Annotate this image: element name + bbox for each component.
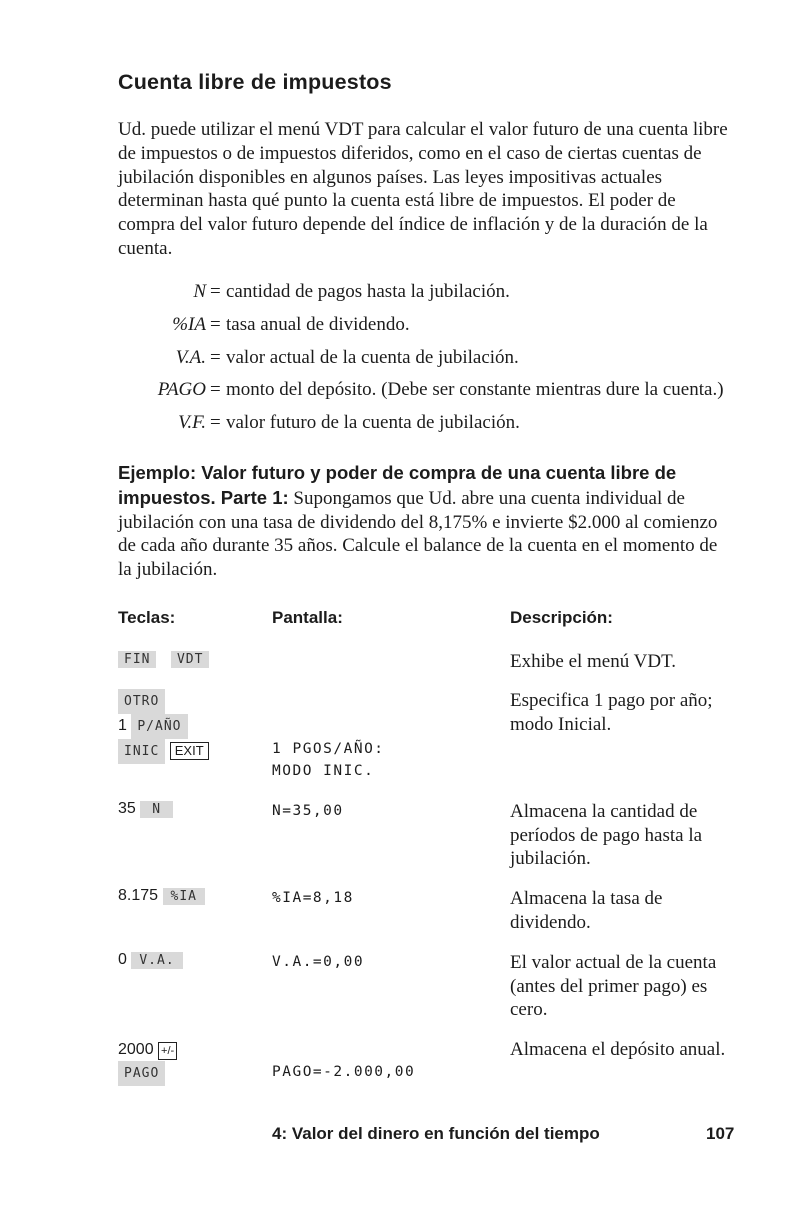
p-ano-softkey[interactable]: P/AÑO bbox=[131, 714, 187, 739]
inic-softkey[interactable]: INIC bbox=[118, 739, 165, 764]
definition-text: monto del depósito. (Debe ser constante mientras dure la cuenta.) bbox=[226, 379, 724, 401]
display-row-2 bbox=[272, 738, 385, 782]
description-row-4: Almacena la tasa de dividendo. bbox=[510, 888, 663, 933]
keys-row-5 bbox=[118, 951, 183, 969]
vdt-softkey[interactable]: VDT bbox=[171, 651, 209, 668]
keystroke-number: 35 bbox=[118, 800, 136, 817]
keystroke-number: 0 bbox=[118, 951, 127, 968]
keys-row-6 bbox=[118, 1038, 177, 1086]
keys-row-2 bbox=[118, 689, 209, 764]
definition-eq: = bbox=[210, 412, 221, 434]
example-body: Supongamos que Ud. abre una cuenta individual de jubilación con una tasa de dividendo del 8,175% e invierte $2.000 al comienzo de cada año durante 35 años. Calcule el balance de la cuenta en el momento de la jubilación. bbox=[118, 487, 718, 581]
page-number: 107 bbox=[706, 1124, 735, 1143]
description-row-6: Almacena el depósito anual. bbox=[510, 1039, 726, 1060]
description-row-5: El valor actual de la cuenta (antes del primer pago) es cero. bbox=[510, 952, 717, 1021]
definition-vf bbox=[118, 411, 738, 435]
keys-row-1 bbox=[118, 650, 209, 668]
variable-definitions bbox=[118, 280, 738, 444]
exit-key[interactable]: EXIT bbox=[170, 742, 209, 760]
definition-va bbox=[118, 346, 738, 370]
fin-softkey[interactable]: FIN bbox=[118, 651, 156, 668]
definition-text: valor actual de la cuenta de jubilación. bbox=[226, 346, 519, 368]
definition-eq: = bbox=[210, 379, 221, 401]
definition-text: valor futuro de la cuenta de jubilación. bbox=[226, 412, 520, 434]
description-row-1: Exhibe el menú VDT. bbox=[510, 651, 677, 672]
definition-eq: = bbox=[210, 346, 221, 368]
definition-pago bbox=[118, 378, 738, 402]
display-row-3: N=35,00 bbox=[272, 803, 344, 819]
keys-row-4 bbox=[118, 887, 205, 905]
pago-softkey[interactable]: PAGO bbox=[118, 1061, 165, 1086]
definition-var: V.F. bbox=[178, 412, 206, 434]
header-description: Descripción: bbox=[510, 608, 613, 627]
va-softkey[interactable]: V.A. bbox=[131, 952, 182, 969]
display-row-5: V.A.=0,00 bbox=[272, 954, 365, 970]
chapter-footer: 4: Valor del dinero en función del tiempo bbox=[272, 1124, 600, 1143]
example-lead: Ejemplo: Valor futuro y poder de compra de una cuenta libre de impuestos. Parte 1: bbox=[118, 462, 677, 508]
description-row-3: Almacena la cantidad de períodos de pago hasta la jubilación. bbox=[510, 801, 703, 870]
definition-var: PAGO bbox=[157, 379, 206, 401]
description-row-2: Especifica 1 pago por año; modo Inicial. bbox=[510, 690, 713, 735]
definition-eq: = bbox=[210, 281, 221, 302]
header-display: Pantalla: bbox=[272, 608, 343, 627]
otro-softkey[interactable]: OTRO bbox=[118, 689, 165, 714]
display-line: 1 PGOS/AÑO: bbox=[272, 741, 385, 757]
definition-var: N bbox=[193, 281, 206, 302]
keys-row-3 bbox=[118, 800, 173, 818]
change-sign-key[interactable]: +/- bbox=[158, 1042, 177, 1060]
definition-eq: = bbox=[210, 313, 221, 335]
example-paragraph bbox=[118, 461, 730, 582]
definition-text: cantidad de pagos hasta la jubilación. bbox=[226, 281, 510, 302]
section-title: Cuenta libre de impuestos bbox=[118, 70, 392, 94]
definition-var: %IA bbox=[172, 313, 206, 335]
display-row-6: PAGO=-2.000,00 bbox=[272, 1064, 416, 1080]
display-row-4: %IA=8,18 bbox=[272, 890, 354, 906]
display-line: MODO INIC. bbox=[272, 763, 375, 779]
ia-softkey[interactable]: %IA bbox=[163, 888, 205, 905]
intro-paragraph: Ud. puede utilizar el menú VDT para calcular el valor futuro de una cuenta libre de impuestos o de impuestos diferidos, como en el caso de ciertas cuentas de jubilación disponibles en algunos países. Las leyes impositivas actuales determinan hasta qué punto la cuenta está libre de impuestos. El poder de compra del valor futuro depende del índice de inflación y de la duración de la cuenta. bbox=[118, 119, 728, 259]
definition-text: tasa anual de dividendo. bbox=[226, 313, 410, 335]
keystroke-number: 8.175 bbox=[118, 887, 159, 904]
keystroke-number: 2000 bbox=[118, 1041, 154, 1058]
n-softkey[interactable]: N bbox=[140, 801, 173, 818]
header-keys: Teclas: bbox=[118, 608, 176, 627]
definition-n bbox=[118, 280, 738, 304]
definition-ia bbox=[118, 313, 738, 337]
keystroke-number: 1 bbox=[118, 717, 127, 734]
definition-var: V.A. bbox=[175, 346, 206, 368]
